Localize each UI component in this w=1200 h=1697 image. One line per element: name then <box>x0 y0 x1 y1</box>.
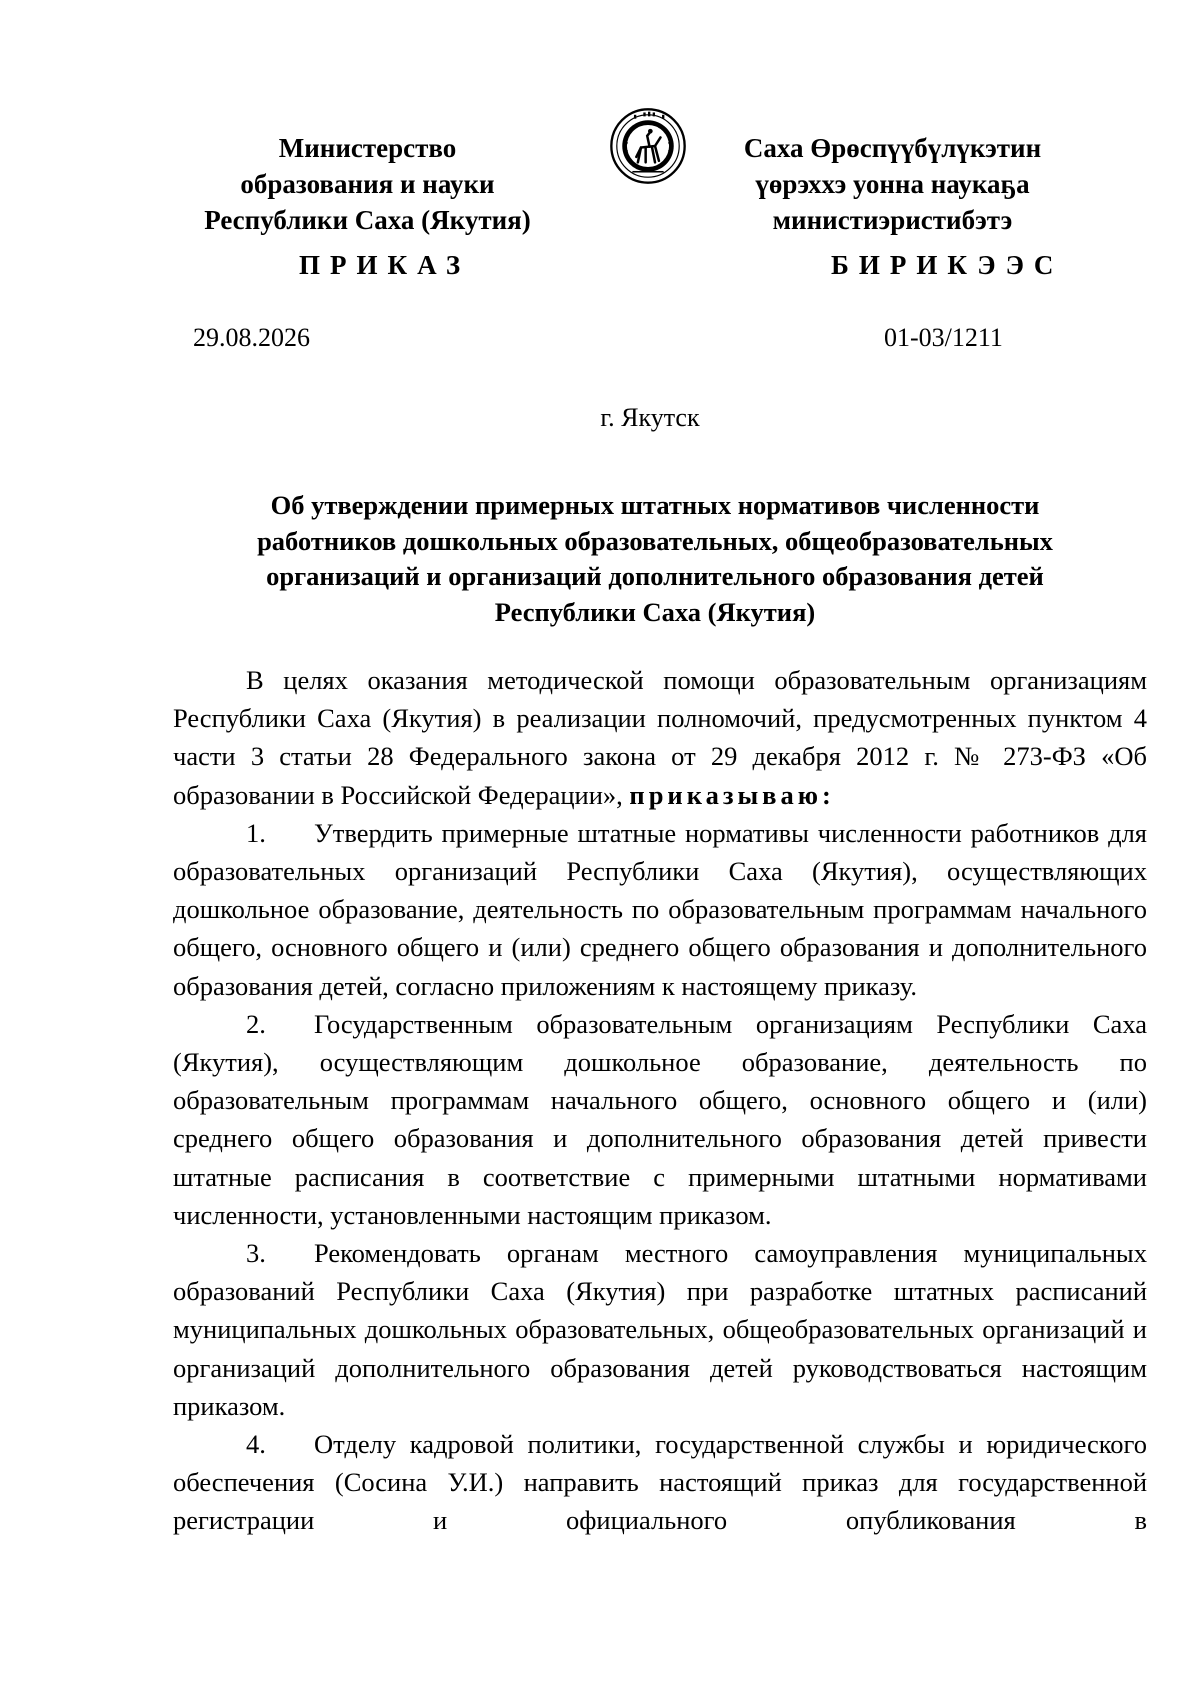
list-item <box>173 1234 1147 1425</box>
list-item <box>173 1005 1147 1234</box>
preamble-text: В целях оказания методической помощи образовательным организациям Республики Саха (Якутия) в реализации полномочий, предусмотренных пунктом 4 части 3 статьи 28 Федерального закона от 29 декабря 2012 г. № 273-ФЗ «Об образовании в Российской Федерации», <box>173 665 1147 810</box>
item-number: 3. <box>246 1238 266 1269</box>
order-label-sakha: БИРИКЭЭС <box>831 250 1064 280</box>
item-number: 1. <box>246 817 266 848</box>
ministry-name-line: министиэристибэтэ <box>772 205 1013 235</box>
order-city: г. Якутск <box>600 403 700 432</box>
item-text: Государственным образовательным организациям Республики Саха (Якутия), осуществляющим дошкольное образование, деятельность по образовательным программам начального общего, основного общего и (или) среднего общего образования и дополнительного образования детей привести штатные расписания в соответствие с примерными штатными нормативами численности, установленными настоящим приказом. <box>173 1008 1147 1230</box>
item-text: Утвердить примерные штатные нормативы численности работников для образовательных организаций Республики Саха (Якутия), осуществляющих дошкольное образование, деятельность по образовательным программам начального общего, основного общего и (или) среднего общего образования и дополнительного образования детей, согласно приложениям к настоящему приказу. <box>173 817 1147 1001</box>
ministry-name-sakha <box>715 130 1070 238</box>
ministry-name-line: Саха Өрөспүүбүлүкэтин <box>743 133 1042 163</box>
ministry-name-russian <box>190 130 545 238</box>
title-line: Об утверждении примерных штатных нормативов численности <box>270 490 1040 520</box>
ministry-name-line: үөрэххэ уонна наукаҕа <box>755 169 1030 199</box>
title-line: Республики Саха (Якутия) <box>494 596 816 627</box>
list-item <box>173 1425 1147 1540</box>
item-text: Отделу кадровой политики, государственной службы и юридического обеспечения (Сосина У.И.) направить настоящий приказ для государственной регистрации и официального опубликования в <box>173 1429 1147 1536</box>
document-body <box>173 661 1147 1540</box>
order-label-russian: ПРИКАЗ <box>299 250 471 280</box>
title-line: работников дошкольных образовательных, общеобразовательных <box>257 525 1053 556</box>
order-date: 29.08.2026 <box>193 323 310 352</box>
document-title <box>200 488 1110 630</box>
ministry-name-line: образования и науки <box>240 169 495 199</box>
ministry-name-line: Министерство <box>278 133 457 163</box>
title-line: организаций и организаций дополнительного образования детей <box>266 561 1044 591</box>
coat-of-arms-icon <box>609 107 687 185</box>
item-text: Рекомендовать органам местного самоуправления муниципальных образований Республики Саха (Якутия) при разработке штатных расписаний муниципальных дошкольных образовательных, общеобразовательных организаций и организаций дополнительного образования детей руководствоваться настоящим приказом. <box>173 1238 1147 1421</box>
preamble-emphasis: приказываю: <box>629 779 835 810</box>
list-item <box>173 814 1147 1005</box>
item-number: 2. <box>246 1008 266 1039</box>
preamble-paragraph <box>173 661 1147 814</box>
ministry-name-line: Республики Саха (Якутия) <box>204 205 531 235</box>
order-number: 01-03/1211 <box>884 323 1003 352</box>
item-number: 4. <box>246 1429 266 1460</box>
